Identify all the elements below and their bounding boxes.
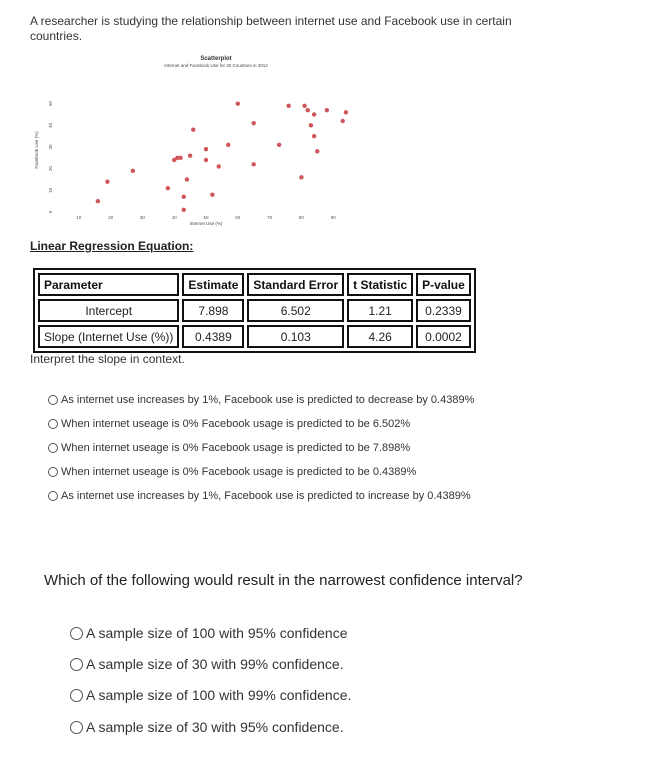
scatter-point [236, 101, 240, 105]
y-tick-label: 10 [48, 187, 53, 193]
q1-option-2-label: When internet useage is 0% Facebook usage is predicted to be 6.502% [61, 418, 411, 430]
scatter-point [178, 156, 182, 160]
chart-subtitle: Internet and Facebook Use for 32 Countries in 2012 [164, 63, 268, 68]
scatter-point [204, 158, 208, 162]
q2-option-3[interactable] [70, 687, 351, 703]
radio-button[interactable] [48, 419, 58, 429]
scatter-point [166, 186, 170, 190]
q2-option-1-label: A sample size of 100 with 95% confidence [86, 625, 348, 641]
scatter-point [325, 108, 329, 112]
scatter-point [252, 121, 256, 125]
scatter-point [185, 177, 189, 181]
scatter-point [299, 175, 303, 179]
x-tick-label: 30 [139, 215, 145, 220]
regression-title: Linear Regression Equation: [30, 239, 194, 253]
q2-option-2[interactable] [70, 656, 344, 672]
q2-option-3-label: A sample size of 100 with 99% confidence. [86, 687, 352, 703]
x-tick-label: 40 [171, 215, 177, 220]
scatter-point [191, 127, 195, 131]
scatter-point [182, 208, 186, 212]
y-tick-label: 50 [48, 101, 53, 107]
header-t-statistic: t Statistic [347, 273, 413, 296]
chart-title: Scatterplot [200, 56, 232, 62]
q1-option-1-label: As internet use increases by 1%, Facebook use is predicted to decrease by 0.4389% [61, 394, 475, 406]
scatter-point [341, 119, 345, 123]
q2-option-2-label: A sample size of 30 with 99% confidence. [86, 656, 344, 672]
radio-button[interactable] [48, 395, 58, 405]
scatter-point [252, 162, 256, 166]
scatter-point [105, 179, 109, 183]
radio-button[interactable] [70, 689, 83, 702]
slope-t-statistic: 4.26 [347, 325, 413, 348]
y-tick-label: 0 [48, 210, 53, 214]
x-tick-label: 60 [235, 215, 241, 220]
slope-estimate: 0.4389 [182, 325, 244, 348]
scatterplot-chart [30, 50, 370, 230]
slope-standard-error: 0.103 [247, 325, 344, 348]
scatter-point [277, 143, 281, 147]
q1-prompt: Interpret the slope in context. [30, 352, 185, 366]
regression-table [33, 268, 476, 353]
scatter-point [204, 147, 208, 151]
q1-option-3[interactable] [48, 442, 410, 454]
slope-p-value: 0.0002 [416, 325, 471, 348]
scatter-point [309, 123, 313, 127]
q1-option-3-label: When internet useage is 0% Facebook usage is predicted to be 7.898% [61, 442, 411, 454]
q1-option-4-label: When internet useage is 0% Facebook usage is predicted to be 0.4389% [61, 466, 417, 478]
intercept-parameter: Intercept [38, 299, 179, 322]
q1-option-1[interactable] [48, 394, 474, 406]
intercept-t-statistic: 1.21 [347, 299, 413, 322]
q1-option-4[interactable] [48, 466, 416, 478]
chart-ylabel: Facebook Use (%) [34, 131, 39, 169]
header-estimate: Estimate [182, 273, 244, 296]
table-row [38, 325, 471, 348]
scatter-point [312, 112, 316, 116]
x-tick-label: 50 [203, 215, 209, 220]
q2-prompt: Which of the following would result in the narrowest confidence interval? [44, 572, 523, 589]
scatter-point [315, 149, 319, 153]
radio-button[interactable] [70, 658, 83, 671]
table-row [38, 299, 471, 322]
radio-button[interactable] [70, 721, 83, 734]
q1-option-5-label: As internet use increases by 1%, Facebook use is predicted to increase by 0.4389% [61, 490, 471, 502]
intercept-p-value: 0.2339 [416, 299, 471, 322]
scatter-point [188, 153, 192, 157]
x-tick-label: 70 [267, 215, 273, 220]
scatter-point [302, 104, 306, 108]
intercept-estimate: 7.898 [182, 299, 244, 322]
q1-option-5[interactable] [48, 490, 471, 502]
scatter-point [344, 110, 348, 114]
radio-button[interactable] [48, 491, 58, 501]
header-standard-error: Standard Error [247, 273, 344, 296]
x-tick-label: 90 [330, 215, 336, 220]
y-tick-label: 40 [48, 122, 53, 128]
intercept-standard-error: 6.502 [247, 299, 344, 322]
scatter-point [306, 108, 310, 112]
regression-header-row [38, 273, 471, 296]
scatter-point [217, 164, 221, 168]
x-tick-label: 80 [298, 215, 304, 220]
radio-button[interactable] [48, 443, 58, 453]
q1-option-2[interactable] [48, 418, 410, 430]
scatter-point [210, 192, 214, 196]
q2-option-4-label: A sample size of 30 with 95% confidence. [86, 719, 344, 735]
question-intro: A researcher is studying the relationship between internet use and Facebook use in certain countries. [30, 14, 512, 43]
q2-option-1[interactable] [70, 625, 348, 641]
radio-button[interactable] [70, 627, 83, 640]
y-tick-label: 20 [48, 166, 53, 172]
slope-parameter: Slope (Internet Use (%)) [38, 325, 179, 348]
scatter-point [182, 195, 186, 199]
header-p-value: P-value [416, 273, 471, 296]
x-tick-label: 20 [108, 215, 114, 220]
header-parameter: Parameter [38, 273, 179, 296]
chart-xlabel: Internet Use (%) [189, 221, 223, 226]
radio-button[interactable] [48, 467, 58, 477]
scatter-point [131, 169, 135, 173]
x-tick-label: 10 [76, 215, 82, 220]
scatter-point [286, 104, 290, 108]
scatter-point [96, 199, 100, 203]
scatter-point [226, 143, 230, 147]
q2-option-4[interactable] [70, 719, 344, 735]
scatter-point [312, 134, 316, 138]
y-tick-label: 30 [48, 144, 53, 150]
